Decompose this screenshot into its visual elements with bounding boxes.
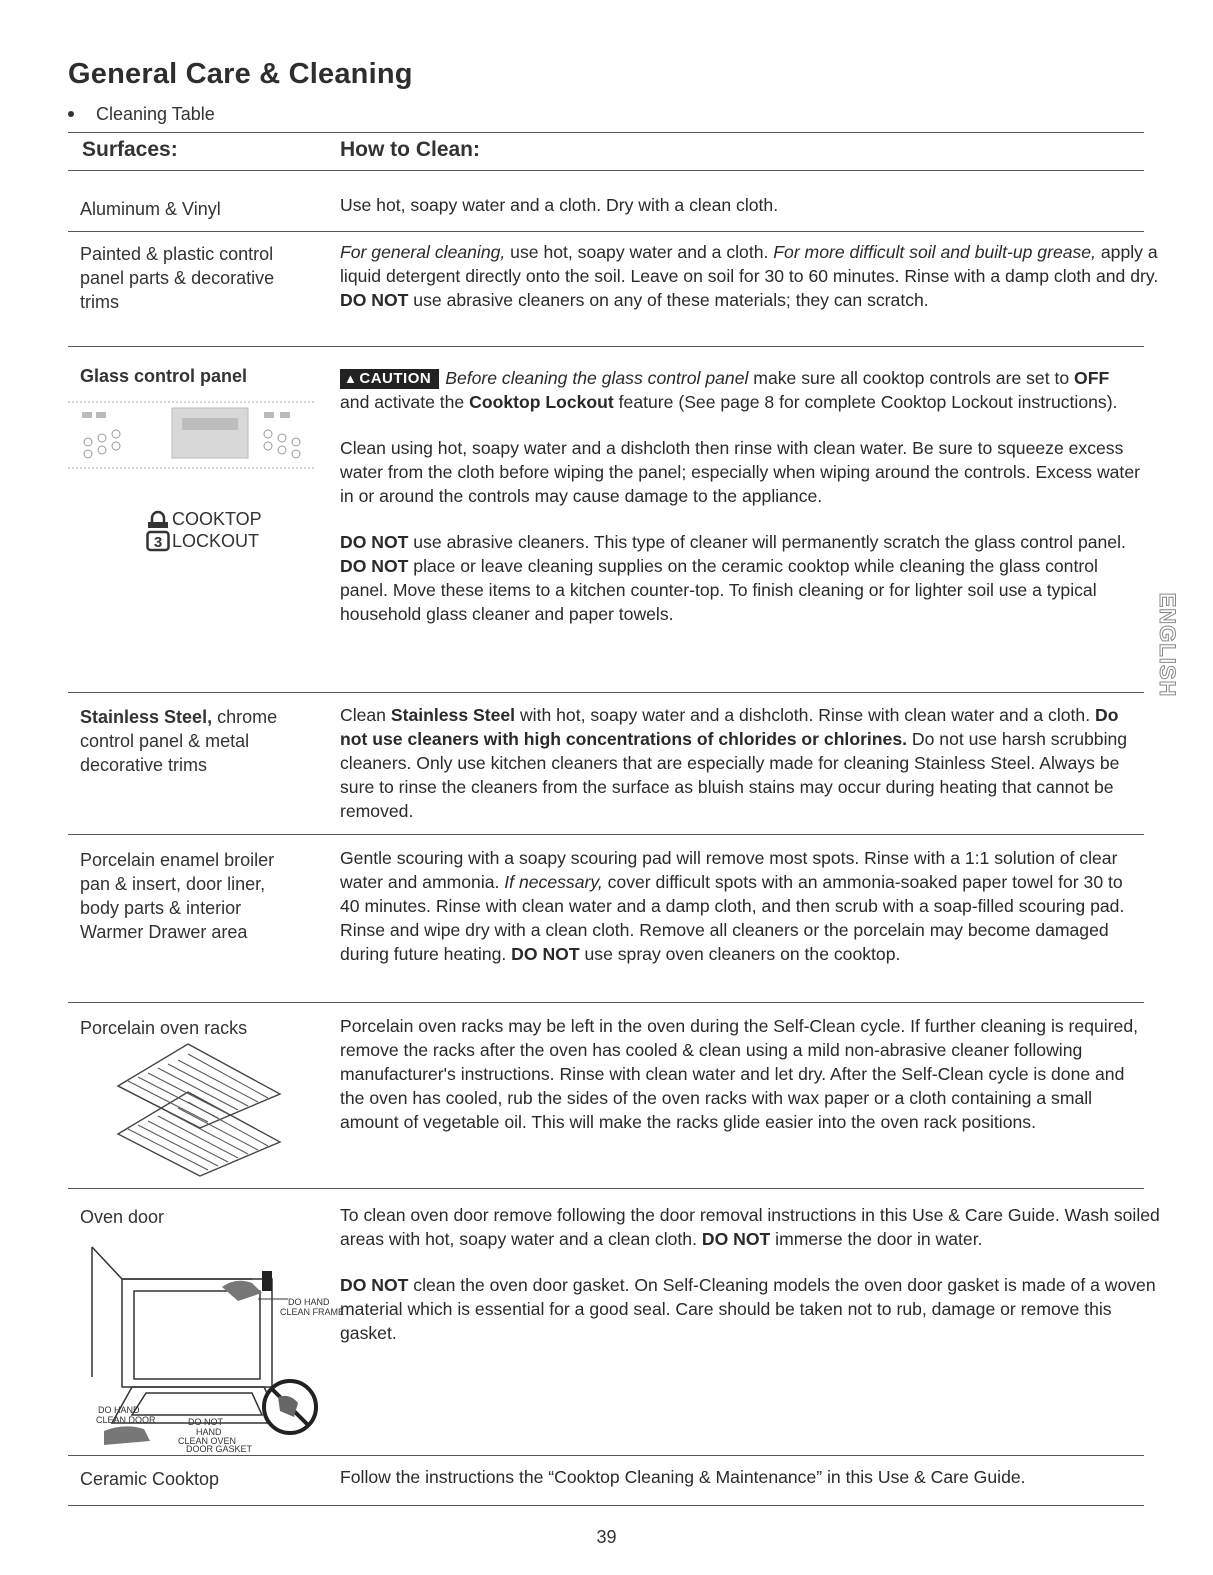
body-text: Clean — [340, 705, 391, 725]
table-row-porcelain-broiler — [68, 846, 1144, 994]
control-panel-illustration — [68, 394, 318, 474]
table-row-glass-control-panel — [68, 364, 1144, 684]
surface-label: Porcelain enamel broiler pan & insert, door liner, body parts & interior Warmer Drawer area — [80, 850, 275, 942]
table-row-stainless-steel — [68, 703, 1144, 827]
page-title: General Care & Cleaning — [68, 58, 413, 90]
callout-hand: HAND — [196, 1427, 222, 1437]
body-text: and activate the — [340, 392, 470, 412]
column-header-how-to-clean: How to Clean: — [340, 138, 480, 161]
body-text: To clean oven door remove following the door removal instructions in this Use & Care Guide. Wash soiled areas with hot, soapy water and a clean cloth. — [340, 1205, 1160, 1249]
cleaning-instructions: Porcelain oven racks may be left in the oven during the Self-Clean cycle. If further cleaning is required, remove the racks after the oven has cooled & clean using a mild non-abrasive cleaner following manufacturer's instructions. Rinse with clean water and let dry. After the Self-Clean cycle is done and the oven has cooled, rub the sides of the oven racks with wax paper or a cloth containing a small amount of vegetable oil. This will make the racks glide easier into the oven rack positions. — [340, 1016, 1138, 1132]
surface-label — [80, 705, 305, 777]
body-text: use hot, soapy water and a cloth. — [505, 242, 774, 262]
body-text: immerse the door in water. — [770, 1229, 983, 1249]
body-text: Gentle scouring with a soapy scouring pad will remove most spots. Rinse with a 1:1 solution of clear water and ammonia. — [340, 848, 1118, 892]
cleaning-instructions — [340, 366, 1140, 626]
bold-text: OFF — [1074, 368, 1110, 388]
callout-clean-frame: CLEAN FRAME — [280, 1307, 345, 1317]
emphasis-text: For more difficult soil and built-up grease, — [773, 242, 1096, 262]
divider — [68, 132, 1144, 133]
callout-do-hand-door: DO HAND — [98, 1405, 140, 1415]
surface-label: Oven door — [80, 1207, 165, 1227]
body-text: clean the oven door gasket. On Self-Cleaning models the oven door gasket is made of a woven material which is essential for a good seal. Care should be taken not to rub, damage or remove this gasket. — [340, 1275, 1156, 1343]
bold-text: Cooktop Lockout — [469, 392, 614, 412]
bullet-dot-icon — [68, 111, 74, 117]
surface-label: Porcelain oven racks — [80, 1018, 248, 1038]
bold-text: Stainless Steel — [390, 705, 516, 725]
caution-badge — [340, 369, 439, 389]
callout-do-hand-frame: DO HAND — [288, 1297, 330, 1307]
callout-clean-door: CLEAN DOOR — [96, 1415, 156, 1425]
oven-racks-illustration — [108, 1036, 288, 1186]
warning-triangle-icon: ▲ — [344, 371, 358, 386]
table-row-oven-door — [68, 1203, 1160, 1454]
warning-text: Do not use cleaners with high concentrations of chlorides or chlorines. — [340, 705, 1119, 749]
table-row-oven-racks — [68, 1014, 1144, 1184]
warning-text: DO NOT — [701, 1229, 771, 1249]
emphasis-text: If necessary, — [504, 872, 603, 892]
warning-text: DO NOT — [340, 532, 409, 552]
caution-label: CAUTION — [359, 370, 432, 387]
body-text: use abrasive cleaners on any of these materials; they can scratch. — [408, 290, 929, 310]
surface-label-bold: Stainless Steel, — [80, 707, 213, 727]
table-row-painted — [68, 240, 1159, 340]
body-text: place or leave cleaning supplies on the ceramic cooktop while cleaning the glass control panel. Move these items to a kitchen counter-top. To finish cleaning or for lighter soil use a typical household glass cleaner and paper towels. — [340, 556, 1098, 624]
cleaning-instructions — [340, 1203, 1160, 1345]
cleaning-instructions — [340, 240, 1160, 312]
surface-label: Ceramic Cooktop — [80, 1469, 220, 1489]
body-text: with hot, soapy water and a dishcloth. Rinse with clean water and a cloth. — [515, 705, 1095, 725]
surface-label: Aluminum & Vinyl — [80, 199, 221, 219]
bullet-item — [66, 104, 215, 125]
body-text: apply a liquid detergent directly onto the soil. Leave on soil for 30 to 60 minutes. Rinse with a damp cloth and dry. — [340, 242, 1159, 286]
body-text: feature (See page 8 for complete Cooktop Lockout instructions). — [613, 392, 1118, 412]
body-text: use spray oven cleaners on the cooktop. — [579, 944, 901, 964]
cleaning-instructions — [340, 703, 1140, 823]
lockout-line: LOCKOUT — [172, 531, 260, 551]
table-row-aluminum — [68, 193, 1144, 229]
lockout-label — [172, 508, 262, 552]
callout-clean-oven: CLEAN OVEN — [178, 1436, 237, 1446]
divider — [68, 1505, 1144, 1506]
divider — [68, 1188, 1144, 1189]
divider — [68, 1455, 1144, 1456]
divider — [68, 231, 1144, 232]
divider — [68, 692, 1144, 693]
divider — [68, 834, 1144, 835]
surface-label: Glass control panel — [80, 366, 248, 386]
column-header-surfaces: Surfaces: — [82, 138, 178, 161]
emphasis-text: Before cleaning the glass control panel — [445, 368, 749, 388]
divider — [68, 346, 1144, 347]
warning-text: DO NOT — [340, 556, 409, 576]
lock-icon-number: 3 — [153, 534, 163, 551]
body-paragraph: Clean using hot, soapy water and a dishcloth then rinse with clean water. Be sure to squeeze excess water from the cloth before wiping the panel; especially when wiping around the controls. Excess water in or around the controls may cause damage to the appliance. — [340, 438, 1140, 506]
divider — [68, 1002, 1144, 1003]
lock-icon — [146, 508, 170, 552]
emphasis-text: For general cleaning, — [340, 242, 506, 262]
bullet-label: Cleaning Table — [96, 104, 215, 124]
language-label: ENGLISH — [1155, 592, 1180, 698]
oven-door-illustration — [92, 1247, 345, 1454]
language-side-tab — [1152, 580, 1182, 710]
callout-do-not: DO NOT — [188, 1417, 223, 1427]
cooktop-lockout-key — [68, 508, 318, 558]
callout-door-gasket: DOOR GASKET — [186, 1444, 253, 1454]
cleaning-instructions — [340, 846, 1140, 966]
body-text: use abrasive cleaners. This type of cleaner will permanently scratch the glass control panel. — [408, 532, 1126, 552]
table-row-ceramic-cooktop — [68, 1465, 1144, 1501]
lockout-line: COOKTOP — [172, 509, 262, 529]
cleaning-instructions: Follow the instructions the “Cooktop Cleaning & Maintenance” in this Use & Care Guide. — [340, 1467, 1026, 1487]
warning-text: DO NOT — [511, 944, 580, 964]
surface-label-rest: chrome control panel & metal decorative trims — [80, 707, 278, 775]
body-text: Do not use harsh scrubbing cleaners. Only use kitchen cleaners that are especially made for cleaning Stainless Steel. Always be sure to rinse the cleaners from the surface as bluish stains may occur during heating that cannot be removed. — [340, 729, 1128, 821]
body-text: cover difficult spots with an ammonia-soaked paper towel for 30 to 40 minutes. Rinse with clean water and a damp cloth, and then scrub with a soap-filled scouring pad. Rinse and wipe dry with a clean cloth. Remove all cleaners or the porcelain may become damaged during future heating. — [340, 872, 1125, 964]
divider — [68, 170, 1144, 171]
warning-text: DO NOT — [340, 290, 409, 310]
surface-label: Painted & plastic control panel parts & decorative trims — [80, 244, 275, 312]
page-number: 39 — [596, 1527, 617, 1547]
cleaning-instructions: Use hot, soapy water and a cloth. Dry with a clean cloth. — [340, 195, 779, 215]
body-text: make sure all cooktop controls are set to — [748, 368, 1075, 388]
warning-text: DO NOT — [340, 1275, 409, 1295]
